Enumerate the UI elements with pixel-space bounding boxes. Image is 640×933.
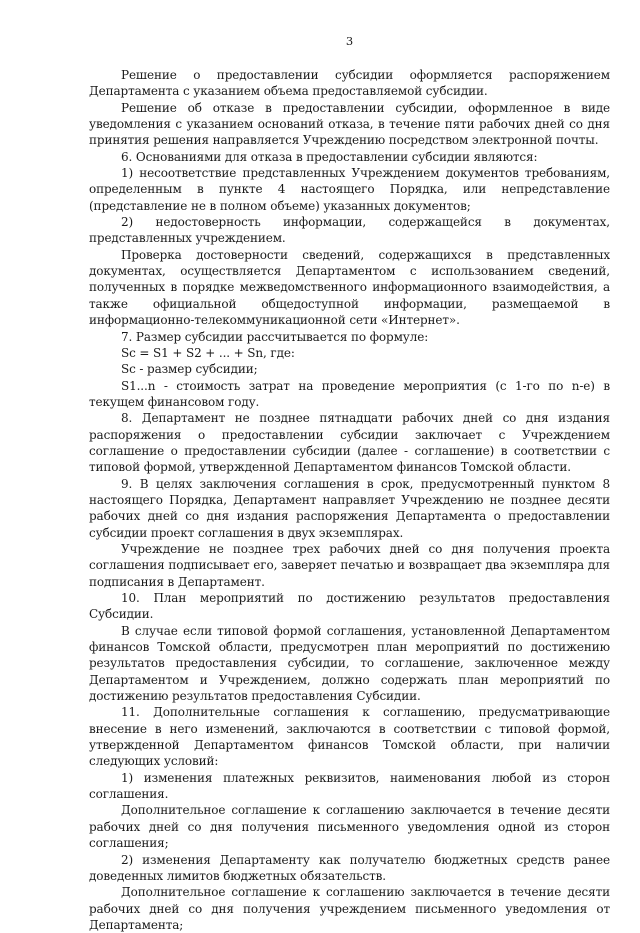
- paragraph-condition-2-term: Дополнительное соглашение к соглашению заключается в течение десяти рабочих дней со дня получения учреждением письменного уведомления от Департамента;: [89, 885, 610, 932]
- paragraph-refusal-grounds-heading: 6. Основаниями для отказа в предоставлении субсидии являются:: [121, 149, 538, 164]
- paragraph-condition-1-term: Дополнительное соглашение к соглашению заключается в течение десяти рабочих дней со дня получения письменного уведомления одной из сторон соглашения;: [89, 803, 610, 851]
- paragraph-subsidy-decision: Решение о предоставлении субсидии оформляется распоряжением Департамента с указанием объема предоставляемой субсидии.: [89, 68, 610, 99]
- paragraph-refusal-ground-2: 2) недостоверность информации, содержащейся в документах, представленных учреждением.: [89, 215, 610, 246]
- paragraph-agreement-signing: Учреждение не позднее трех рабочих дней со дня получения проекта соглашения подписывает его, заверяет печатью и возвращает два экземпляра для подписания в Департамент.: [89, 541, 610, 589]
- document-body: [89, 67, 610, 933]
- paragraph-subsidy-size-heading: 7. Размер субсидии рассчитывается по формуле:: [121, 329, 429, 344]
- paragraph-agreement-draft: 9. В целях заключения соглашения в срок, предусмотренный пунктом 8 настоящего Порядка, Департамент направляет Учреждению не позднее десяти рабочих дней со дня издания распоряжения Департамента о предоставлении субсидии проект соглашения в двух экземплярах.: [89, 476, 610, 540]
- paragraph-refusal-ground-1: 1) несоответствие представленных Учреждением документов требованиям, определенным в пункте 4 настоящего Порядка, или непредставление (представление не в полном объеме) указанных документов;: [89, 166, 610, 213]
- paragraph-formula-sc: Sc - размер субсидии;: [121, 362, 258, 377]
- paragraph-action-plan: В случае если типовой формой соглашения, установленной Департаментом финансов Томской области, предусмотрен план мероприятий по достижению результатов предоставления субсидии, то соглашение, заключенное между Департаментом и Учреждением, должно содержать план мероприятий по достижению результатов предоставления Субсидии.: [89, 623, 610, 704]
- paragraph-verification: Проверка достоверности сведений, содержащихся в представленных документах, осуществляется Департаментом с использованием сведений, полученных в порядке межведомственного информационного взаимодействия, а также официальной общедоступной информации, размещаемой в информационно-телекоммуникационной сети «Интернет».: [89, 247, 610, 328]
- paragraph-condition-2: 2) изменения Департаменту как получателю бюджетных средств ранее доведенных лимитов бюджетных обязательств.: [89, 852, 610, 883]
- paragraph-additional-agreements: 11. Дополнительные соглашения к соглашению, предусматривающие внесение в него изменений, заключаются в соответствии с типовой формой, утвержденной Департаментом финансов Томской области, при наличии следующих условий:: [89, 705, 610, 769]
- paragraph-formula-s1n: S1...n - стоимость затрат на проведение мероприятия (с 1-го по n-е) в текущем финансовом году.: [89, 378, 610, 409]
- paragraph-condition-1: 1) изменения платежных реквизитов, наименования любой из сторон соглашения.: [89, 770, 610, 802]
- page-number: 3: [345, 34, 354, 48]
- paragraph-action-plan-heading: 10. План мероприятий по достижению результатов предоставления Субсидии.: [89, 591, 610, 622]
- paragraph-refusal-notice: Решение об отказе в предоставлении субсидии, оформленное в виде уведомления с указанием оснований отказа, в течение пяти рабочих дней со дня принятия решения направляется Учреждению посредством электронной почты.: [89, 100, 610, 148]
- paragraph-formula: Sc = S1 + S2 + ... + Sn, где:: [121, 345, 295, 360]
- paragraph-agreement-conclusion: 8. Департамент не позднее пятнадцати рабочих дней со дня издания распоряжения о предоставлении субсидии заключает с Учреждением соглашение о предоставлении субсидии (далее - соглашение) в соответствии с типовой формой, утвержденной Департаментом финансов Томской области.: [89, 411, 610, 475]
